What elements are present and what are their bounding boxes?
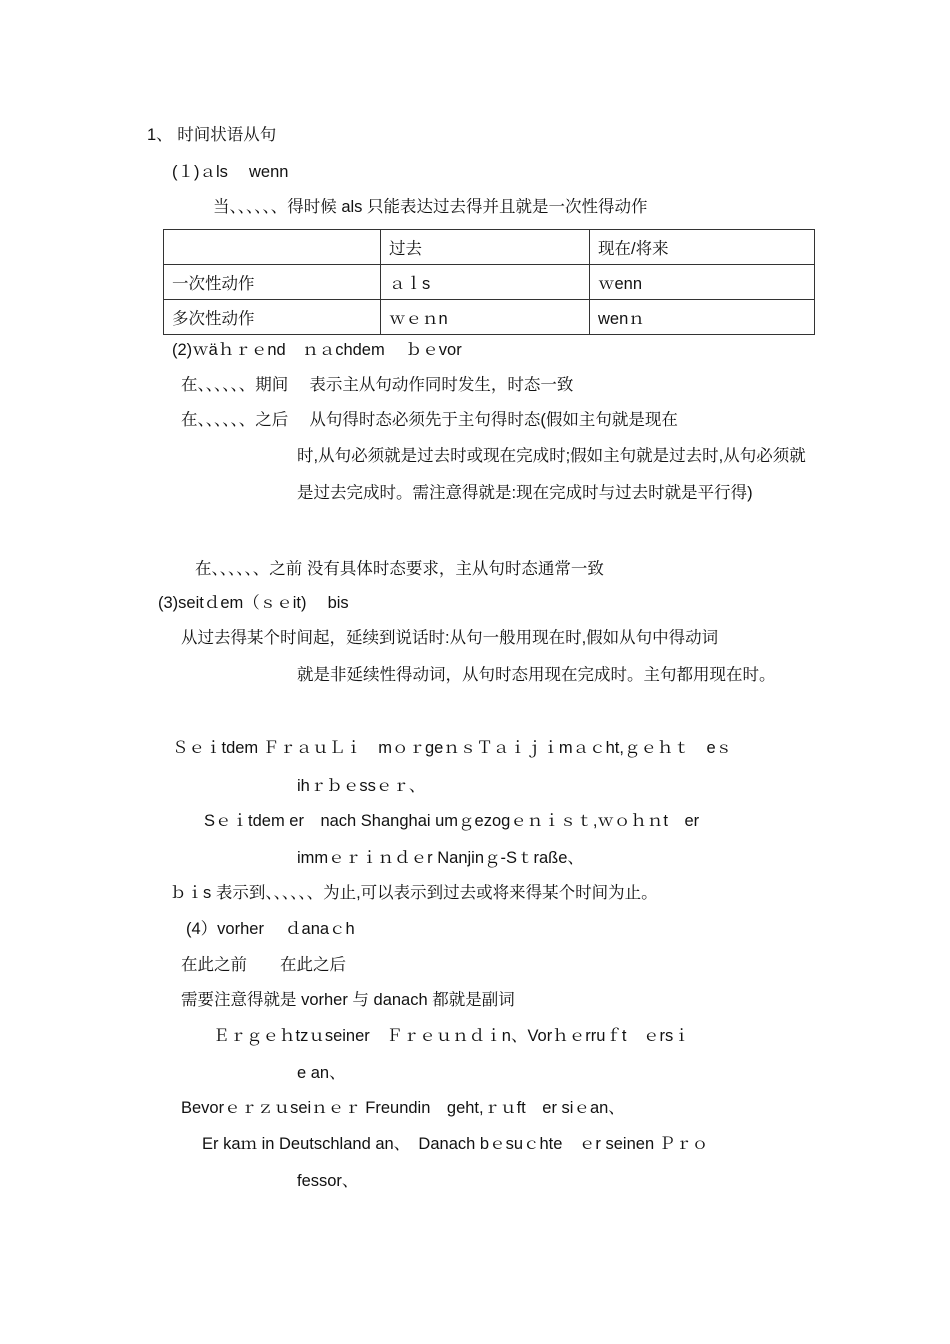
nachdem-meaning-continued: 时,从句必须就是过去时或现在完成时;假如主句就是过去时,从句必须就是过去完成时。需注意得就是:现在完成时与过去时就是平行得) [297, 447, 806, 502]
table-cell: 过去 [381, 230, 590, 265]
subsection-title-1: (１)ａls wenn [172, 163, 289, 181]
seitdem-example-2-continued: immｅｒｉｎｄｅr Nanjinｇ-Sｔraße、 [297, 849, 584, 867]
seitdem-example-1: Ｓｅｉtdem ＦｒａｕＬｉ mｏｒgeｎｓＴａｉｊｉmａｃht,ｇｅｈｔ eｓ [172, 739, 733, 757]
seitdem-example-2: Sｅｉtdem er nach Shanghai umｇezogｅｎｉｓｔ,ｗｏｈｎt er [204, 812, 700, 830]
adverb-note: 需要注意得就是 vorher 与 danach 都就是副词 [181, 991, 515, 1009]
table-row [164, 265, 815, 300]
danach-example: Er kaｍ in Deutschland an、 Danach bｅsuｃhte ｅr seinen Ｐｒｏ [202, 1135, 709, 1153]
danach-example-continued: fessor、 [297, 1172, 359, 1190]
als-wenn-table [163, 229, 815, 335]
waehrend-meaning: 在、、、、、、期间 表示主从句动作同时发生，时态一致 [181, 376, 574, 394]
bevor-meaning: 在、、、、、、之前 没有具体时态要求，主从句时态通常一致 [195, 560, 604, 578]
bevor-example: Bevorｅｒｚｕseiｎｅｒ Freundin geht,ｒｕft er siｅan、 [181, 1099, 625, 1117]
table-row [164, 300, 815, 335]
table-cell: ａｌs [381, 265, 590, 300]
subsection-title-2: (2)ｗäｈｒｅnd ｎａchdem ｂｅvor [172, 341, 462, 359]
vorher-example-1-continued: e an、 [297, 1064, 346, 1082]
table-cell: wenｎ [590, 300, 815, 335]
section-heading: 1、 时间状语从句 [147, 126, 277, 144]
vorher-danach-meanings: 在此之前 在此之后 [181, 956, 346, 974]
seitdem-description: 从过去得某个时间起，延续到说话时:从句一般用现在时,假如从句中得动词 [181, 629, 719, 647]
vorher-example-1: Ｅｒｇｅｈtzｕseiner Ｆｒｅｕｎｄｉn、Vorｈｅrruｆt ｅrsｉ [213, 1027, 690, 1045]
seitdem-example-1-continued: ihｒｂｅssｅｒ、 [297, 777, 426, 795]
als-description: 当、、、、、、得时候 als 只能表达过去得并且就是一次性得动作 [213, 198, 648, 216]
table-header-row [164, 230, 815, 265]
seitdem-description-continued: 就是非延续性得动词，从句时态用现在完成时。主句都用现在时。 [297, 666, 776, 684]
table-cell [164, 230, 381, 265]
table-cell: 多次性动作 [164, 300, 381, 335]
table-cell: ｗｅｎn [381, 300, 590, 335]
bis-meaning: ｂｉs 表示到、、、、、、为止,可以表示到过去或将来得某个时间为止。 [170, 884, 658, 902]
subsection-title-3: (3)seitｄem（ｓｅit) bis [158, 594, 349, 612]
table-cell: 现在/将来 [590, 230, 815, 265]
nachdem-meaning: 在、、、、、、之后 从句得时态必须先于主句得时态(假如主句就是现在 [181, 411, 678, 429]
subsection-title-4: (4）vorher ｄanaｃh [186, 920, 355, 938]
table-cell: 一次性动作 [164, 265, 381, 300]
table-cell: ｗenn [590, 265, 815, 300]
